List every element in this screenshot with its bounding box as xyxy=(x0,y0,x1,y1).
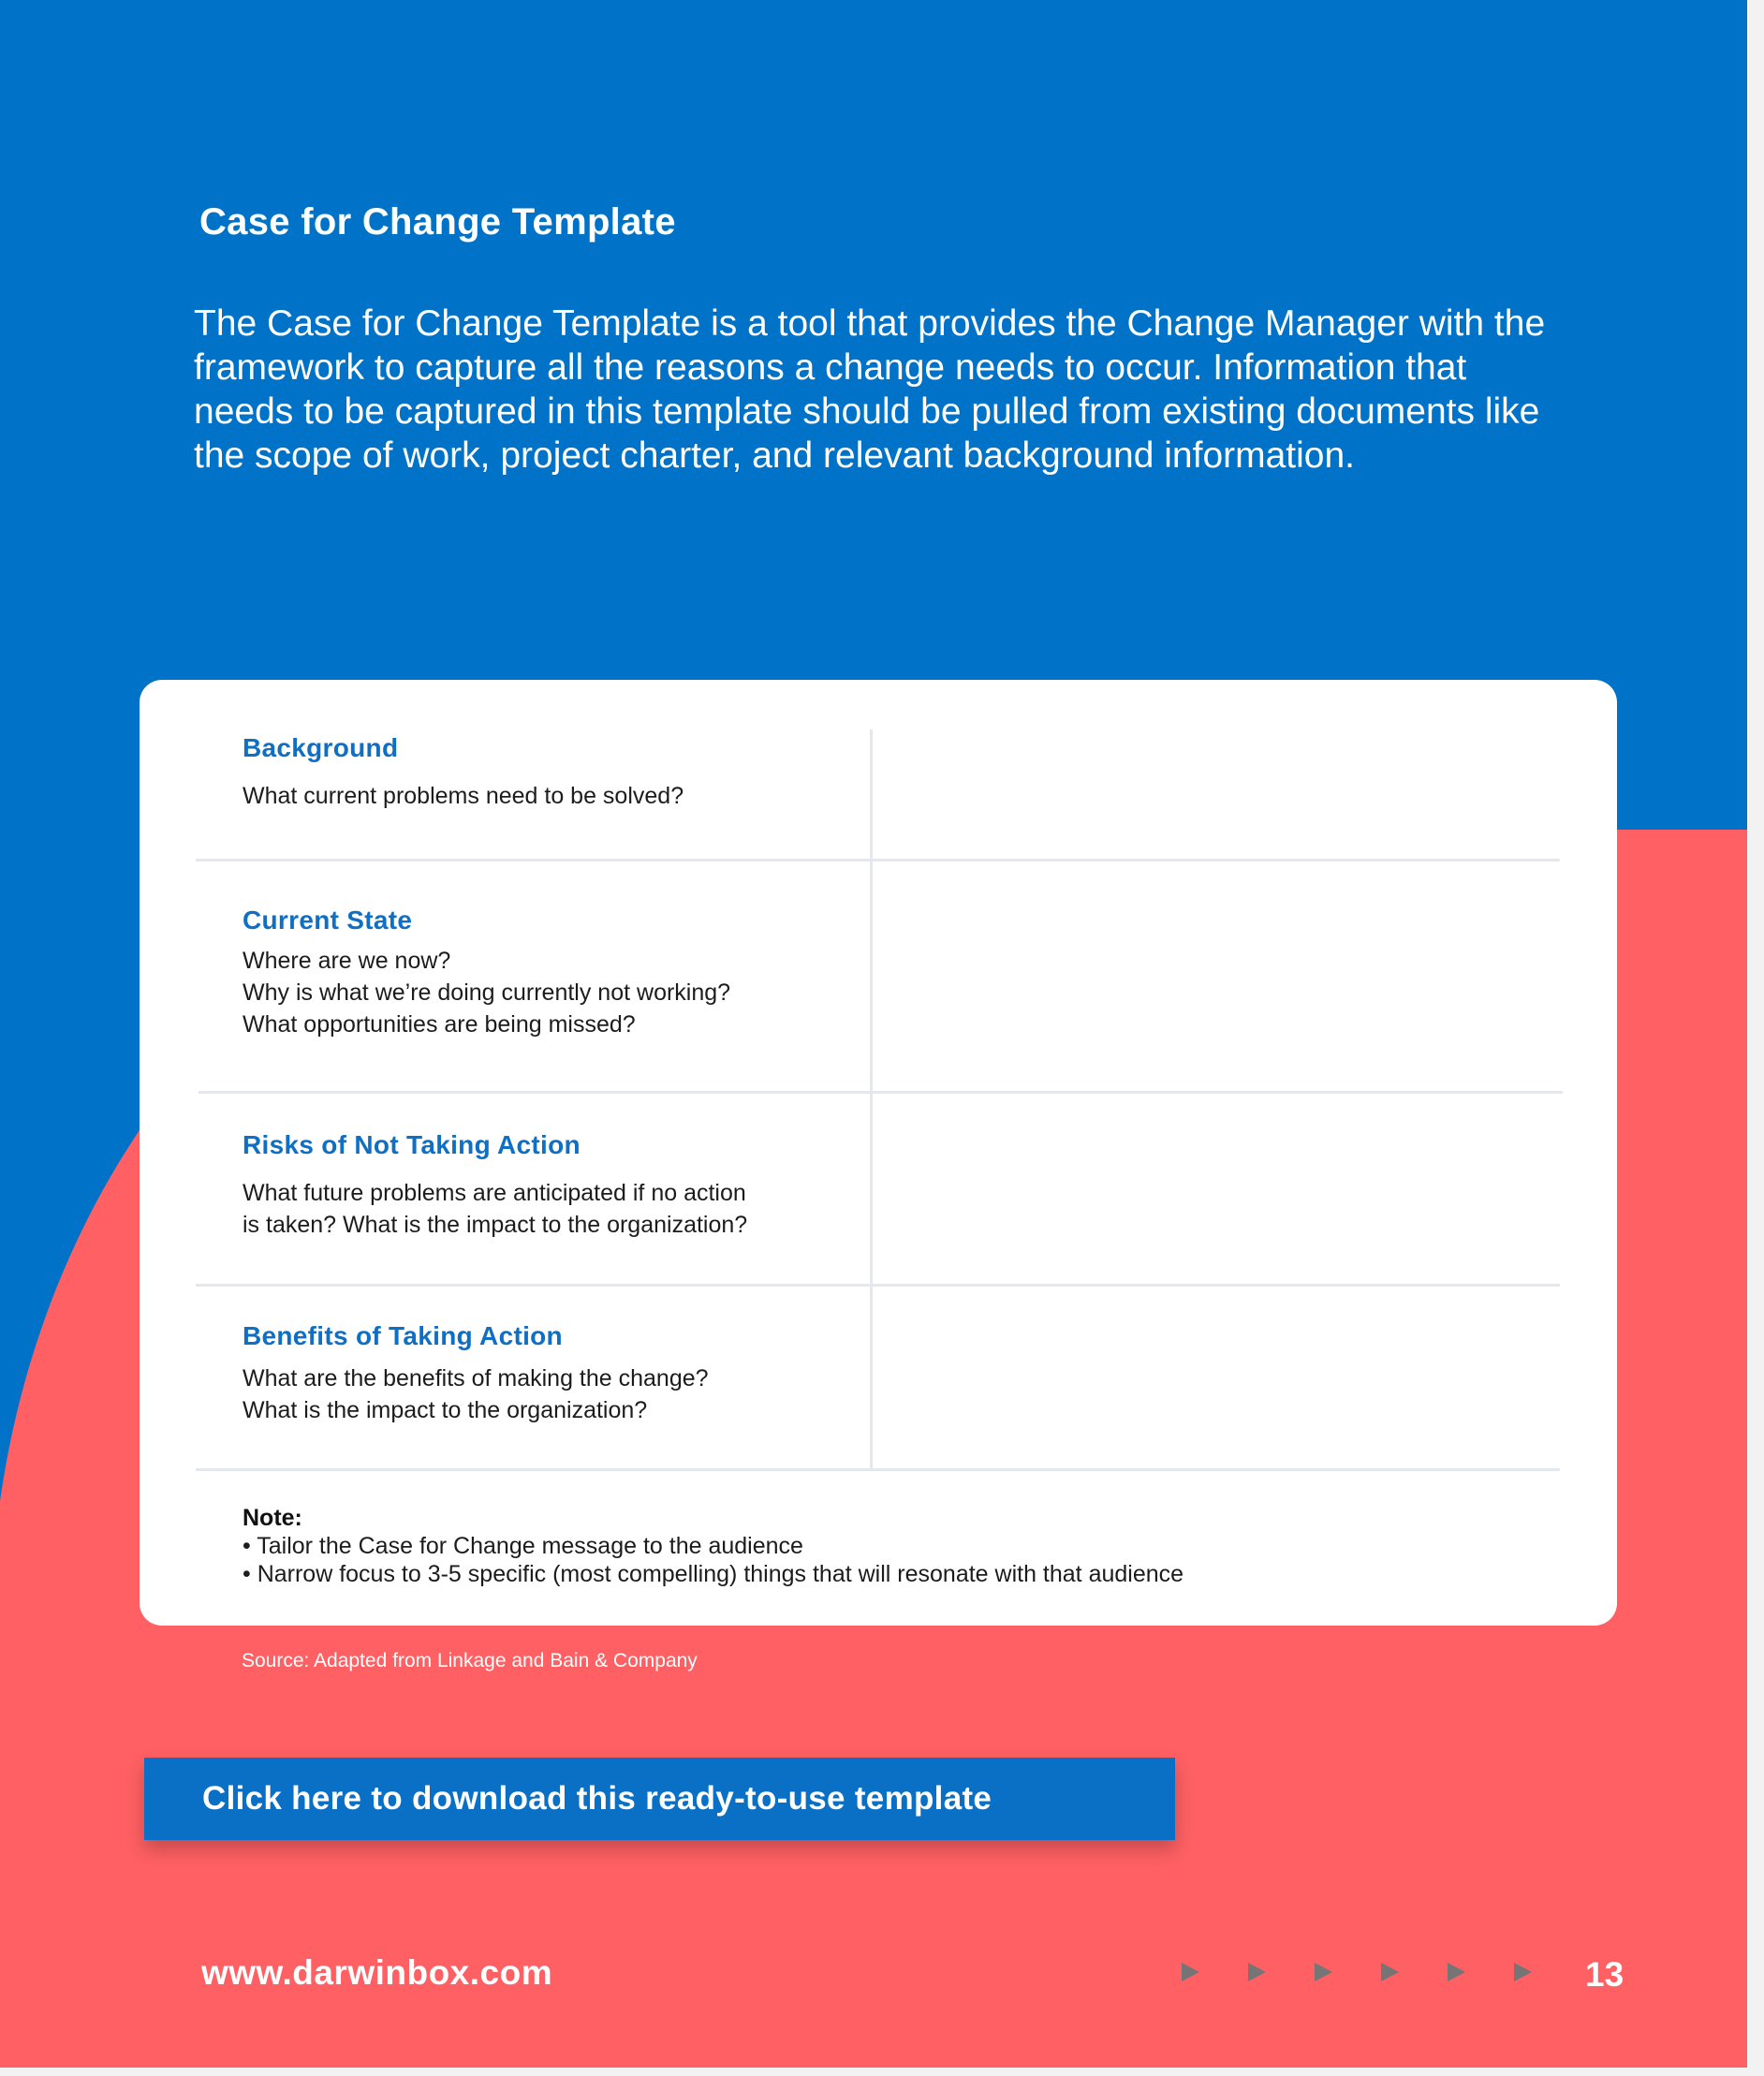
page-arrows xyxy=(1182,1963,1580,1985)
template-card xyxy=(140,680,1617,1626)
triangle-right-icon xyxy=(1448,1963,1465,1981)
section-current-state xyxy=(243,905,860,1040)
note-label: Note: xyxy=(243,1505,302,1531)
section-title: Benefits of Taking Action xyxy=(243,1321,563,1350)
source-citation: Source: Adapted from Linkage and Bain & Company xyxy=(242,1650,698,1671)
bottom-margin xyxy=(0,2068,1764,2076)
row-divider xyxy=(196,859,1560,861)
triangle-right-icon xyxy=(1248,1963,1266,1981)
triangle-right-icon xyxy=(1315,1963,1332,1981)
section-question: What is the impact to the organization? xyxy=(243,1397,648,1423)
section-question: What current problems need to be solved? xyxy=(243,783,684,809)
intro-paragraph: The Case for Change Template is a tool that provides the Change Manager with the framework to capture all the reasons a change needs to occur. Information that needs to be captured in this template should be pulled from existing documents like the scope of work, project charter, and relevant background information. xyxy=(194,303,1546,476)
row-divider xyxy=(196,1468,1560,1471)
section-background xyxy=(243,733,860,812)
section-question: What opportunities are being missed? xyxy=(243,1011,636,1038)
triangle-right-icon xyxy=(1182,1963,1199,1981)
column-divider xyxy=(870,729,873,1471)
section-title: Current State xyxy=(243,905,413,935)
section-risks xyxy=(243,1130,860,1241)
right-margin xyxy=(1747,0,1764,2076)
section-benefits xyxy=(243,1321,860,1426)
section-question: Where are we now? xyxy=(243,948,451,974)
row-divider xyxy=(196,1284,1560,1287)
triangle-right-icon xyxy=(1514,1963,1532,1981)
triangle-right-icon xyxy=(1381,1963,1399,1981)
row-divider xyxy=(198,1091,1563,1094)
note-item: • Tailor the Case for Change message to the audience xyxy=(243,1533,803,1559)
section-question: What future problems are anticipated if no action xyxy=(243,1180,746,1206)
download-template-button[interactable]: Click here to download this ready-to-use template xyxy=(144,1758,1175,1840)
section-title: Background xyxy=(243,733,399,762)
page-number: 13 xyxy=(1585,1955,1624,1994)
website-link[interactable]: www.darwinbox.com xyxy=(201,1953,553,1992)
section-question: Why is what we’re doing currently not working? xyxy=(243,979,731,1006)
note-item: • Narrow focus to 3-5 specific (most compelling) things that will resonate with that audience xyxy=(243,1561,1184,1587)
section-question: is taken? What is the impact to the organization? xyxy=(243,1212,748,1238)
note-block xyxy=(243,1504,1553,1588)
section-question: What are the benefits of making the change? xyxy=(243,1365,709,1391)
page-title: Case for Change Template xyxy=(199,201,676,243)
section-title: Risks of Not Taking Action xyxy=(243,1130,581,1159)
